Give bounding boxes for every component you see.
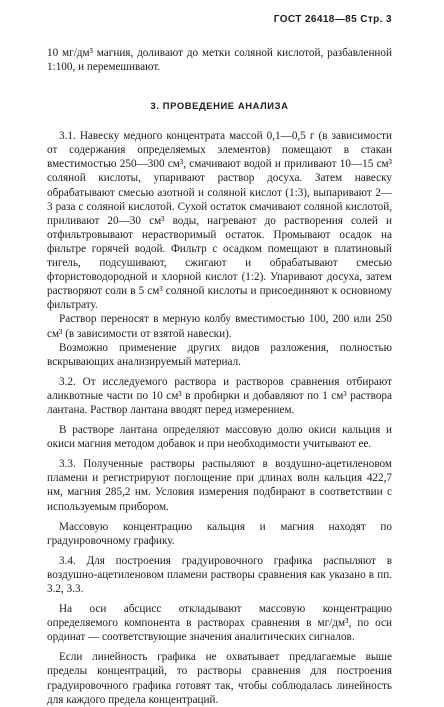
paragraph-volumetric-flask: Раствор переносят в мерную колбу вместимостью 100, 200 или 250 см³ (в зависимости от взятой навески). — [47, 313, 392, 340]
paragraph-linearity: Если линейность графика не охватывает предлагаемые выше пределы концентраций, то растворы сравнения для построения градуировочного графика готовят так, чтобы соблюдалась линейность для каждого предела концентраций. — [47, 651, 392, 706]
paragraph-3-3: 3.3. Полученные растворы распыляют в воздушно-ацетиленовом пламени и регистрируют поглощение при длинах волн кальция 422,7 нм, магния 285,2 нм. Условия измерения подбирают в соответствии с используемым прибором. — [47, 458, 392, 513]
paragraph-3-2: 3.2. От исследуемого раствора и растворов сравнения отбирают аликвотные части по 10 см³ в пробирки и добавляют по 1 см³ раствора лантана. Раствор лантана вводят перед измерением. — [47, 375, 392, 416]
intro-paragraph: 10 мг/дм³ магния, доливают до метки соляной кислотой, разбавленной 1:100, и перемешивают. — [47, 47, 392, 74]
paragraph-3-4: 3.4. Для построения градуировочного графика распыляют в воздушно-ацетиленовом пламени растворы сравнения как указано в пп. 3.2, 3.3. — [47, 554, 392, 595]
paragraph-other-decomposition: Возможно применение других видов разложения, полностью вскрывающих анализируемый материал. — [47, 341, 392, 368]
paragraph-lanthanum: В растворе лантана определяют массовую долю окиси кальция и окиси магния методом добавок и при необходимости учитывают ее. — [47, 424, 392, 451]
paragraph-3-1: 3.1. Навеску медного концентрата массой 0,1—0,5 г (в зависимости от содержания определяемых элементов) помещают в стакан вместимостью 250—300 см³, смачивают водой и приливают 10—15 см³ соляной кислоты, упаривают раствор досуха. Затем навеску обрабатывают смесью азотной и соляной кислот (1:3), выпаривают 2—3 раза с соляной кислотой. Сухой остаток смачивают соляной кислотой, приливают 20—30 см³ воды, нагревают до растворения солей и отфильтровывают нерастворимый остаток. Промывают осадок на фильтре горячей водой. Фильтр с осадком помещают в платиновый тигель, подсушивают, сжигают и обрабатывают смесью фтористоводородной и хлорной кислот (1:2). Упаривают досуха, затем растворяют соли в 5 см³ соляной кислоты и присоединяют к основному фильтрату. — [47, 130, 392, 312]
page-header: ГОСТ 26418—85 Стр. 3 — [273, 14, 392, 25]
paragraph-mass-concentration: Массовую концентрацию кальция и магния находят по градуировочному графику. — [47, 520, 392, 547]
paragraph-abscissa: На оси абсцисс откладывают массовую концентрацию определяемого компонента в растворах сравнения в мг/дм³, по оси ординат — соответствующие значения аналитических сигналов. — [47, 603, 392, 644]
section-heading: 3. ПРОВЕДЕНИЕ АНАЛИЗА — [150, 100, 289, 112]
